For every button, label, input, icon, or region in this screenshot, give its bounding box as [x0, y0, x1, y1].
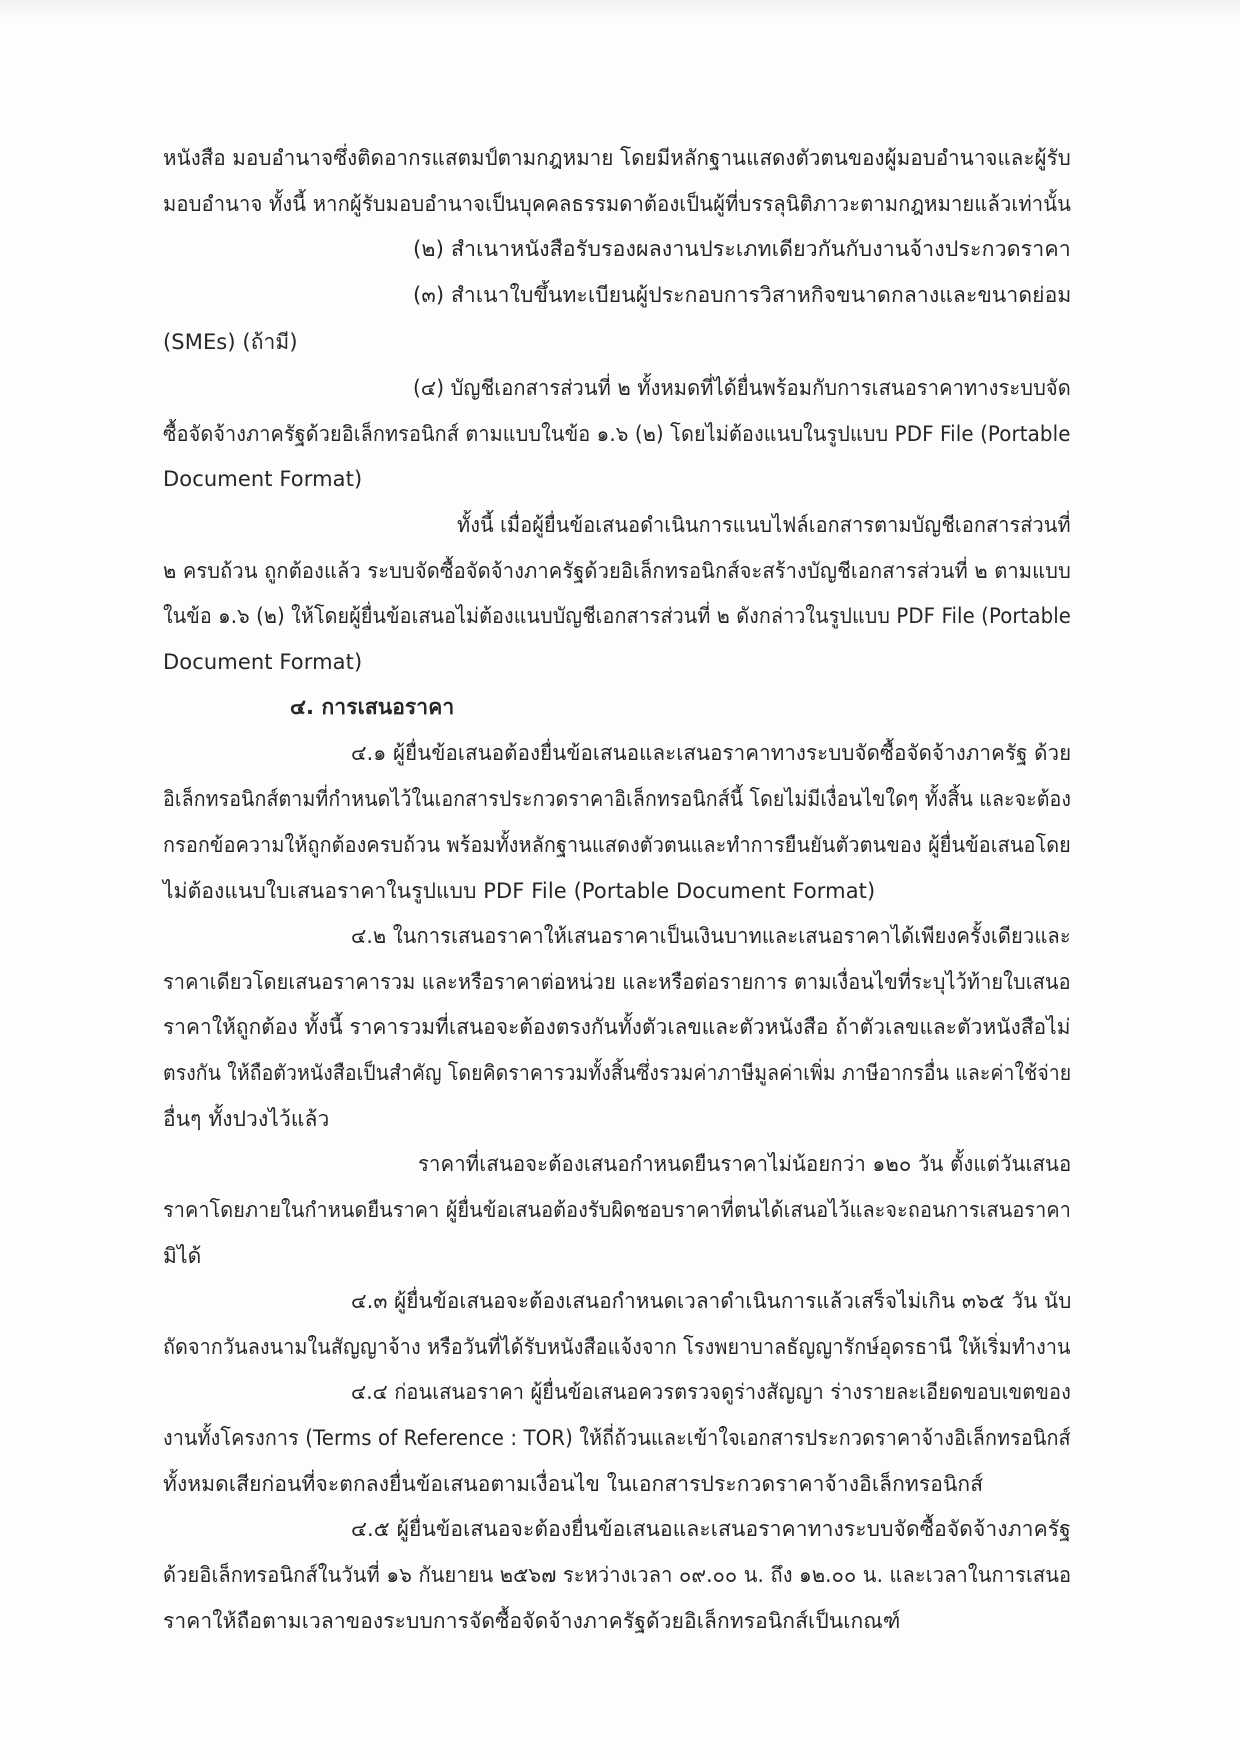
text-line: ๔.๒ ในการเสนอราคาให้เสนอราคาเป็นเงินบาทและเสนอราคาได้เพียงครั้งเดียวและ — [351, 924, 1071, 948]
text-line: ๔.๓ ผู้ยื่นข้อเสนอจะต้องเสนอกำหนดเวลาดำเนินการแล้วเสร็จไม่เกิน ๓๖๕ วัน นับ — [351, 1289, 1072, 1313]
text-line: Document Format) — [163, 650, 363, 674]
text-line: ไม่ต้องแนบใบเสนอราคาในรูปแบบ PDF File (Portable Document Format) — [163, 879, 876, 903]
scan-edge-shade — [0, 0, 1240, 18]
text-line: มอบอำนาจ ทั้งนี้ หากผู้รับมอบอำนาจเป็นบุคคลธรรมดาต้องเป็นผู้ที่บรรลุนิติภาวะตามกฎหมายแล้วเท่านั้น — [163, 192, 1072, 216]
text-line: (SMEs) (ถ้ามี) — [163, 330, 298, 354]
text-line: ถัดจากวันลงนามในสัญญาจ้าง หรือวันที่ได้รับหนังสือแจ้งจาก โรงพยาบาลธัญญารักษ์อุดรธานี ให้เริ่มทำงาน — [163, 1335, 1071, 1359]
text-line: ในข้อ ๑.๖ (๒) ให้โดยผู้ยื่นข้อเสนอไม่ต้องแนบบัญชีเอกสารส่วนที่ ๒ ดังกล่าวในรูปแบบ PDF File (Portable — [163, 604, 1072, 628]
text-line: อื่นๆ ทั้งปวงไว้แล้ว — [163, 1107, 330, 1131]
text-line: หนังสือ มอบอำนาจซึ่งติดอากรแสตมป์ตามกฎหมาย โดยมีหลักฐานแสดงตัวตนของผู้มอบอำนาจและผู้รับ — [163, 146, 1071, 170]
text-line: ทั้งหมดเสียก่อนที่จะตกลงยื่นข้อเสนอตามเงื่อนไข ในเอกสารประกวดราคาจ้างอิเล็กทรอนิกส์ — [163, 1472, 984, 1496]
text-line: ๔.๕ ผู้ยื่นข้อเสนอจะต้องยื่นข้อเสนอและเสนอราคาทางระบบจัดซื้อจัดจ้างภาครัฐ — [351, 1517, 1071, 1541]
text-line: มิได้ — [163, 1244, 202, 1268]
text-line: ราคาเดียวโดยเสนอราคารวม และหรือราคาต่อหน่วย และหรือต่อรายการ ตามเงื่อนไขที่ระบุไว้ท้ายใบเสนอ — [163, 970, 1071, 994]
text-line: ๔.๔ ก่อนเสนอราคา ผู้ยื่นข้อเสนอควรตรวจดูร่างสัญญา ร่างรายละเอียดขอบเขตของ — [351, 1380, 1071, 1404]
text-line: ด้วยอิเล็กทรอนิกส์ในวันที่ ๑๖ กันยายน ๒๕๖๗ ระหว่างเวลา ๐๙.๐๐ น. ถึง ๑๒.๐๐ น. และเวลาในการเสนอ — [163, 1563, 1072, 1587]
text-line: (๒) สำเนาหนังสือรับรองผลงานประเภทเดียวกันกับงานจ้างประกวดราคา — [413, 237, 1071, 261]
text-line: กรอกข้อความให้ถูกต้องครบถ้วน พร้อมทั้งหลักฐานแสดงตัวตนและทำการยืนยันตัวตนของ ผู้ยื่นข้อเสนอโดย — [163, 833, 1071, 857]
section-heading: ๔. การเสนอราคา — [290, 695, 455, 719]
text-line: ตรงกัน ให้ถือตัวหนังสือเป็นสำคัญ โดยคิดราคารวมทั้งสิ้นซึ่งรวมค่าภาษีมูลค่าเพิ่ม ภาษีอากรอื่น และค่าใช้จ่าย — [163, 1061, 1072, 1085]
text-line: ๔.๑ ผู้ยื่นข้อเสนอต้องยื่นข้อเสนอและเสนอราคาทางระบบจัดซื้อจัดจ้างภาครัฐ ด้วย — [351, 741, 1072, 765]
text-line: ราคาให้ถือตามเวลาของระบบการจัดซื้อจัดจ้างภาครัฐด้วยอิเล็กทรอนิกส์เป็นเกณฑ์ — [163, 1609, 901, 1633]
text-line: Document Format) — [163, 467, 363, 491]
text-line: (๓) สำเนาใบขึ้นทะเบียนผู้ประกอบการวิสาหกิจขนาดกลางและขนาดย่อม — [413, 283, 1072, 307]
text-line: ทั้งนี้ เมื่อผู้ยื่นข้อเสนอดำเนินการแนบไฟล์เอกสารตามบัญชีเอกสารส่วนที่ — [457, 513, 1071, 537]
text-line: ซื้อจัดจ้างภาครัฐด้วยอิเล็กทรอนิกส์ ตามแบบในข้อ ๑.๖ (๒) โดยไม่ต้องแนบในรูปแบบ PDF File (Portable — [163, 422, 1071, 446]
text-line: (๔) บัญชีเอกสารส่วนที่ ๒ ทั้งหมดที่ได้ยื่นพร้อมกับการเสนอราคาทางระบบจัด — [413, 376, 1071, 400]
text-line: อิเล็กทรอนิกส์ตามที่กำหนดไว้ในเอกสารประกวดราคาอิเล็กทรอนิกส์นี้ โดยไม่มีเงื่อนไขใดๆ ทั้งสิ้น และจะต้อง — [163, 787, 1072, 811]
text-line: ราคาโดยภายในกำหนดยืนราคา ผู้ยื่นข้อเสนอต้องรับผิดชอบราคาที่ตนได้เสนอไว้และจะถอนการเสนอราคา — [163, 1198, 1071, 1222]
text-line: ราคาที่เสนอจะต้องเสนอกำหนดยืนราคาไม่น้อยกว่า ๑๒๐ วัน ตั้งแต่วันเสนอ — [418, 1152, 1072, 1176]
text-line: ๒ ครบถ้วน ถูกต้องแล้ว ระบบจัดซื้อจัดจ้างภาครัฐด้วยอิเล็กทรอนิกส์จะสร้างบัญชีเอกสารส่วนที่ ๒ ตามแบบ — [163, 559, 1071, 583]
text-line: ราคาให้ถูกต้อง ทั้งนี้ ราคารวมที่เสนอจะต้องตรงกันทั้งตัวเลขและตัวหนังสือ ถ้าตัวเลขและตัวหนังสือไม่ — [163, 1015, 1071, 1039]
text-line: งานทั้งโครงการ (Terms of Reference : TOR) ให้ถี่ถ้วนและเข้าใจเอกสารประกวดราคาจ้างอิเล็กทรอนิกส์ — [163, 1426, 1071, 1450]
